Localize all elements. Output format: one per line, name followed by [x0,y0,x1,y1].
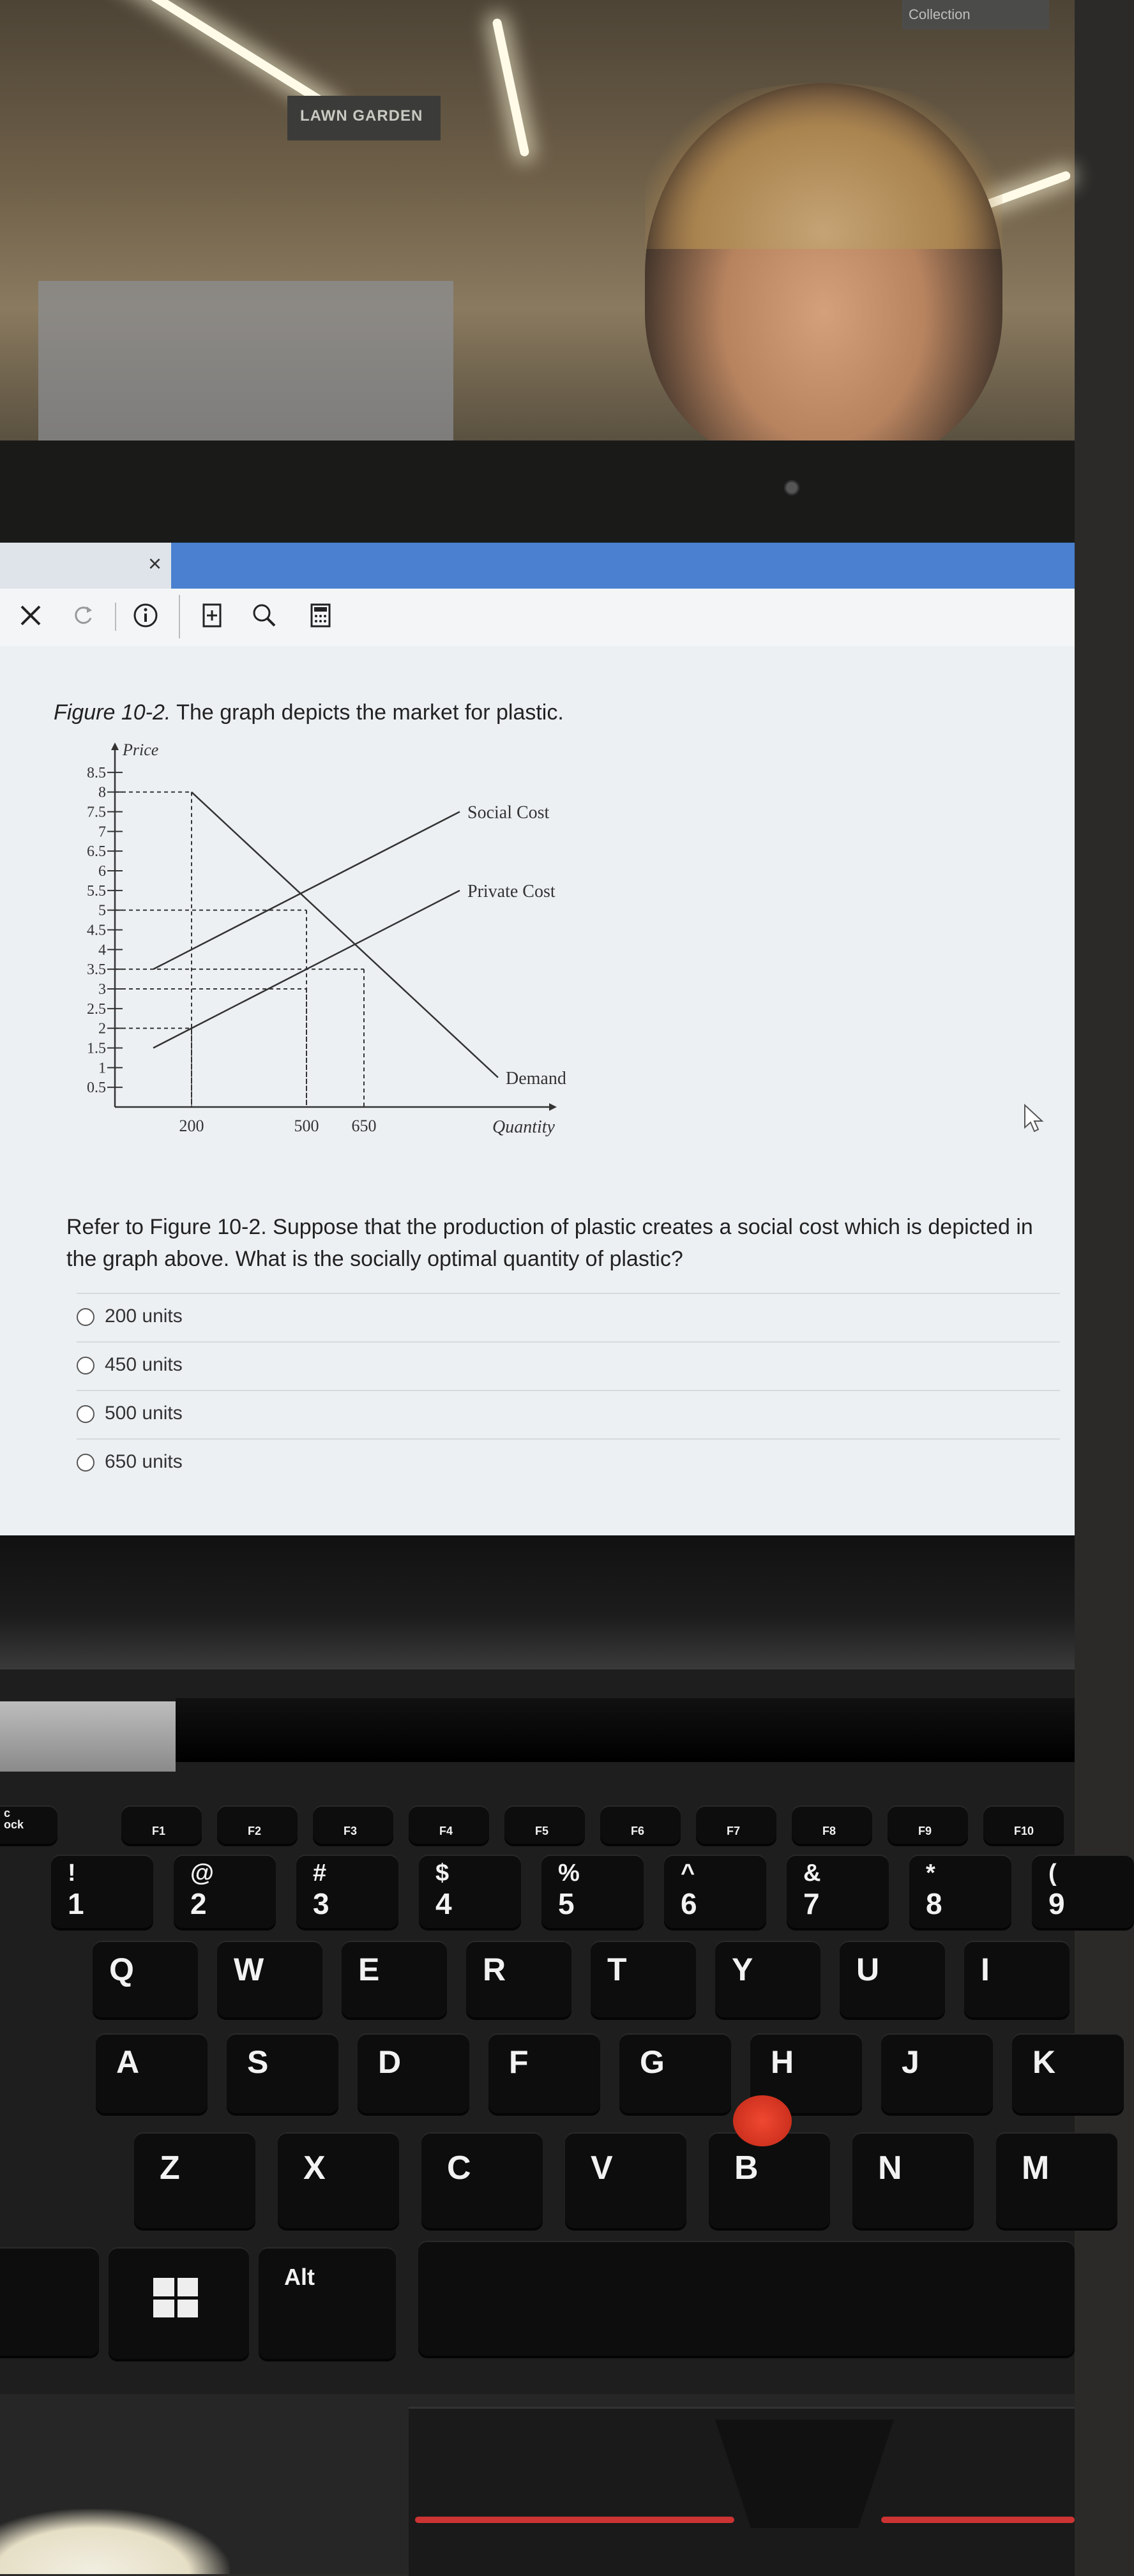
key-label: 9 [1048,1887,1065,1920]
x-axis-arrow-icon [549,1103,557,1111]
info-icon[interactable] [132,601,160,629]
letter-key[interactable] [715,1941,820,2017]
figure-caption: The graph depicts the market for plastic. [176,700,564,725]
windows-key[interactable] [109,2247,249,2359]
letter-key[interactable] [1012,2033,1124,2113]
y-axis-arrow-icon [111,742,119,750]
y-tick-label: 4 [98,942,106,959]
key-label: 1 [68,1887,84,1920]
question-prefix: Refer to Figure 10-2. [66,1215,267,1239]
radio-button[interactable] [77,1454,94,1472]
y-tick-label: 8 [98,784,106,801]
figure-label: Figure 10-2. [54,700,171,725]
alt-key[interactable] [259,2247,396,2359]
function-key[interactable] [409,1805,489,1844]
ceiling-light [492,18,529,157]
letter-key[interactable] [591,1941,696,2017]
answer-option[interactable] [77,1341,1060,1390]
key-label: Q [109,1952,134,1987]
key-label: D [378,2044,402,2080]
curve-label: Demand [506,1068,566,1088]
key-label: U [856,1952,880,1987]
letter-key[interactable] [93,1941,198,2017]
letter-key[interactable] [227,2033,338,2113]
figure-title [54,700,564,725]
laptop-bezel-bottom [0,1535,1075,1669]
toolbar-divider [179,595,180,638]
key-label: C [447,2150,471,2187]
function-key[interactable] [313,1805,393,1844]
x-tick-label: 200 [179,1117,204,1135]
collection-sign: Collection [902,0,1049,29]
key-label: H [771,2044,794,2080]
y-tick-label: 6.5 [87,843,106,861]
key-label-top: ( [1048,1860,1057,1887]
key-label-top: & [803,1860,821,1887]
sticker [0,2509,230,2574]
key-label: 4 [435,1887,452,1920]
x-axis-label: Quantity [492,1117,555,1137]
function-key[interactable] [983,1805,1064,1844]
option-label: 500 units [105,1403,183,1424]
key-label: G [640,2044,665,2080]
key-label: I [981,1952,990,1987]
y-tick-label: 8.5 [87,764,106,781]
key-label: J [902,2044,919,2080]
trackpoint[interactable] [733,2095,792,2146]
key-label: F8 [822,1825,836,1837]
y-tick-label: 5 [98,902,106,919]
answer-option[interactable] [77,1438,1060,1487]
number-key[interactable] [419,1855,521,1928]
laptop-bezel-top [0,441,1075,543]
key-label: F4 [439,1825,453,1837]
key-label: T [607,1952,627,1987]
key-label-top: % [558,1860,580,1887]
function-key[interactable] [217,1805,298,1844]
number-key[interactable] [174,1855,276,1928]
y-tick-label: 7 [98,824,106,841]
key-label: N [878,2150,902,2187]
add-document-icon[interactable] [198,601,226,629]
key-label-top: ^ [681,1860,695,1887]
number-key[interactable] [909,1855,1011,1928]
number-key[interactable] [51,1855,153,1928]
escape-key[interactable] [0,1805,57,1844]
market-graph [51,741,566,1138]
function-key[interactable] [696,1805,776,1844]
question-text [66,1211,1069,1275]
letter-key[interactable] [565,2132,686,2228]
letter-key[interactable] [342,1941,447,2017]
webcam-icon [784,480,799,495]
person-hair [645,83,1002,249]
question-body: Suppose that the production of plastic creates a social cost which is depicted in the graph above. What is the socially optimal quantity of plastic? [66,1215,1033,1271]
letter-key[interactable] [217,1941,322,2017]
key-label: F7 [727,1825,741,1837]
y-tick-label: 2.5 [87,1000,106,1018]
radio-button[interactable] [77,1308,94,1326]
letter-key[interactable] [852,2132,974,2228]
radio-button[interactable] [77,1357,94,1375]
windows-logo-pane [153,2300,174,2318]
windows-logo-icon [153,2278,198,2317]
active-tab-bar[interactable] [171,543,1075,589]
key-label: K [1032,2044,1056,2080]
hinge-bar [176,1698,1075,1762]
key-label: Y [732,1952,753,1987]
key-label: 6 [681,1887,697,1920]
y-tick-label: 6 [98,863,106,880]
touchpad-button-stripe [415,2517,734,2523]
ctrl-key[interactable] [0,2247,99,2356]
curve-label: Private Cost [467,881,556,901]
key-label-top: # [313,1860,327,1887]
key-label: ock [4,1818,24,1831]
option-label: 200 units [105,1306,183,1327]
y-axis-label: Price [123,741,159,759]
key-label: Alt [284,2264,315,2290]
letter-key[interactable] [278,2132,399,2228]
key-label: F [509,2044,529,2080]
function-key[interactable] [600,1805,681,1844]
key-label: c [4,1807,11,1819]
space-bar[interactable] [418,2241,1075,2356]
key-label-top: * [926,1860,935,1887]
y-tick-label: 2 [98,1020,106,1037]
laptop-screen [0,543,1075,1535]
key-label: F10 [1014,1825,1034,1837]
function-key[interactable] [792,1805,872,1844]
number-key[interactable] [541,1855,644,1928]
key-label: V [591,2150,613,2187]
y-tick-label: 3 [98,981,106,998]
key-label: R [483,1952,506,1987]
letter-key[interactable] [421,2132,543,2228]
key-label: 5 [558,1887,575,1920]
windows-logo-pane [178,2278,199,2296]
letter-key[interactable] [881,2033,993,2113]
mouse-cursor-icon [1022,1103,1047,1135]
number-key[interactable] [664,1855,766,1928]
key-label-top: $ [435,1860,450,1887]
letter-key[interactable] [488,2033,600,2113]
number-key[interactable] [296,1855,398,1928]
key-label: 8 [926,1887,942,1920]
store-background [0,0,1075,441]
letter-key[interactable] [96,2033,208,2113]
series-line-demand [192,792,498,1078]
key-label: F3 [344,1825,358,1837]
letter-key[interactable] [358,2033,469,2113]
refresh-icon[interactable] [69,601,97,629]
letter-key[interactable] [964,1941,1070,2017]
function-key[interactable] [504,1805,585,1844]
question-content [0,646,1075,1535]
quiz-toolbar [0,589,1075,648]
key-label: F9 [918,1825,932,1837]
key-label: F5 [535,1825,549,1837]
option-label: 650 units [105,1451,183,1472]
tab-close-icon[interactable]: × [148,550,162,576]
key-label: S [247,2044,269,2080]
y-tick-label: 0.5 [87,1080,106,1097]
y-tick-label: 1.5 [87,1040,106,1057]
touchpad-button-stripe [881,2517,1075,2523]
shelving [38,281,453,441]
key-label: 7 [803,1887,820,1920]
letter-key[interactable] [466,1941,571,2017]
key-label: B [734,2150,759,2187]
y-tick-label: 4.5 [87,922,106,939]
key-label: F1 [152,1825,166,1837]
letter-key[interactable] [996,2132,1117,2228]
key-label: M [1022,2150,1050,2187]
store-sign: LAWN GARDEN [287,96,441,140]
windows-logo-pane [178,2300,199,2318]
answer-option[interactable] [77,1390,1060,1438]
toolbar-divider [115,603,116,631]
letter-key[interactable] [619,2033,731,2113]
y-tick-label: 5.5 [87,882,106,900]
close-icon[interactable] [17,601,45,629]
curve-label: Social Cost [467,802,550,823]
x-tick-label: 500 [294,1117,319,1135]
key-label: A [116,2044,140,2080]
key-label: F6 [631,1825,645,1837]
key-label-top: @ [190,1860,215,1887]
letter-key[interactable] [709,2132,830,2228]
windows-logo-pane [153,2278,174,2296]
number-key[interactable] [787,1855,889,1928]
letter-key[interactable] [840,1941,945,2017]
y-tick-label: 3.5 [87,961,106,979]
function-key[interactable] [121,1805,202,1844]
key-label: X [303,2150,326,2187]
y-tick-label: 1 [98,1060,106,1077]
key-label-top: ! [68,1860,76,1887]
number-key[interactable] [1032,1855,1134,1928]
key-label: E [358,1952,380,1987]
search-icon[interactable] [250,601,278,629]
y-tick-label: 7.5 [87,804,106,821]
letter-key[interactable] [134,2132,255,2228]
key-label: 3 [313,1887,329,1920]
radio-button[interactable] [77,1405,94,1423]
laptop-hinge [0,1701,176,1772]
x-tick-label: 650 [351,1117,377,1135]
option-label: 450 units [105,1354,183,1375]
key-label: Z [160,2150,180,2187]
key-label: W [234,1952,264,1987]
calculator-icon[interactable] [306,601,335,629]
key-label: 2 [190,1887,207,1920]
function-key[interactable] [888,1805,968,1844]
key-label: F2 [248,1825,262,1837]
answer-option[interactable] [77,1293,1060,1341]
